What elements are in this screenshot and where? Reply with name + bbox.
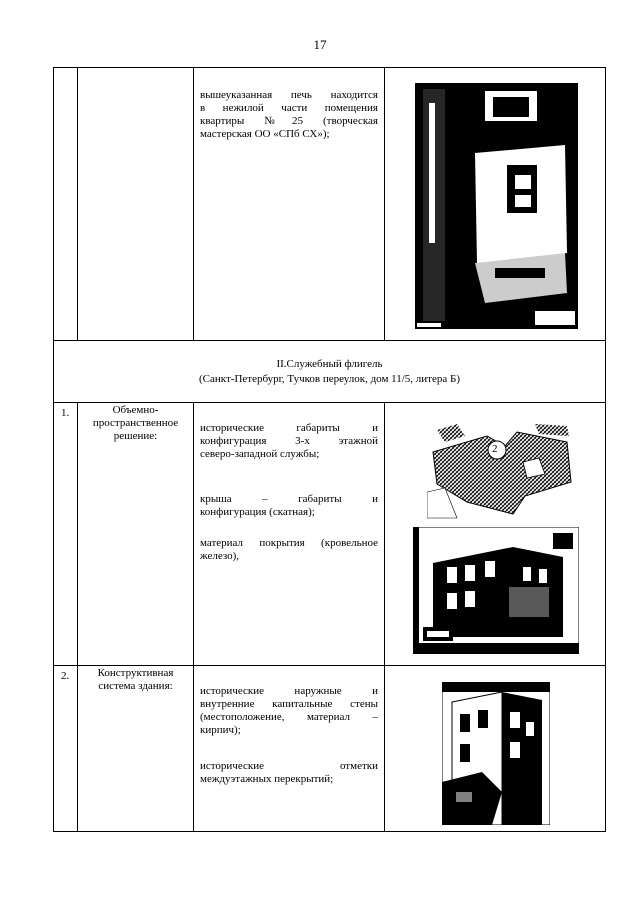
row1-subject [78,404,193,443]
text-line: исторические отметки [200,760,378,772]
row-divider [53,402,606,403]
row-number: 2. [61,670,70,682]
table-border-right [605,67,606,832]
column-divider [384,402,385,832]
text-line: Конструктивная [97,667,174,679]
table-border-top [53,67,606,68]
text-line: железо), [200,550,240,562]
row2-item-walls [200,685,378,737]
row2-subject [78,667,193,693]
text-line: исторические габариты и [200,422,378,434]
column-divider [193,67,194,341]
building-photo [413,527,579,654]
row-number: 1. [61,407,70,419]
text-line: конфигурация (скатная); [200,506,315,518]
row1-item-roof-material [200,537,378,563]
column-divider [77,402,78,832]
text-line: система здания: [98,680,173,692]
table-border-bottom [53,831,606,832]
text-line: исторические наружные и [200,685,378,697]
text-line: вышеуказанная печь находится [200,89,378,101]
section-subtitle: (Санкт-Петербург, Тучков переулок, дом 11/5, литера Б) [199,373,460,385]
column-divider [384,67,385,341]
text-line: квартиры №25 (творческая [200,115,378,127]
document-table [53,67,606,832]
text-line: пространственное [92,417,179,429]
text-line: междуэтажных перекрытий; [200,773,334,785]
row-divider [53,340,606,341]
row1-item-roof [200,493,378,519]
row-divider [53,665,606,666]
text-line: в нежилой части помещения [200,102,378,114]
text-line: конфигурация 3-х этажной [200,435,378,447]
building-photo-2 [442,682,550,825]
row2-item-floors [200,760,378,786]
page-number: 17 [313,37,327,52]
text-line: (местоположение, материал – [200,711,378,723]
row0-description [200,89,378,141]
text-line: кирпич); [200,724,241,736]
section-title: II.Служебный флигель [276,358,383,370]
column-divider [77,67,78,341]
table-border-left [53,67,54,832]
site-plan [427,422,575,519]
text-line: материал покрытия (кровельное [200,537,378,549]
text-line: мастерская ОО «СПб СХ»); [200,128,330,140]
text-line: крыша – габариты и [200,493,378,505]
stove-photo [415,83,578,329]
text-line: внутренние капитальные стены [200,698,378,710]
text-line: Объемно- [112,404,159,416]
text-line: решение: [113,430,158,442]
row1-item-dimensions [200,422,378,461]
column-divider [193,402,194,832]
text-line: северо-западной службы; [200,448,320,460]
plan-marker-label: 2 [492,443,498,455]
